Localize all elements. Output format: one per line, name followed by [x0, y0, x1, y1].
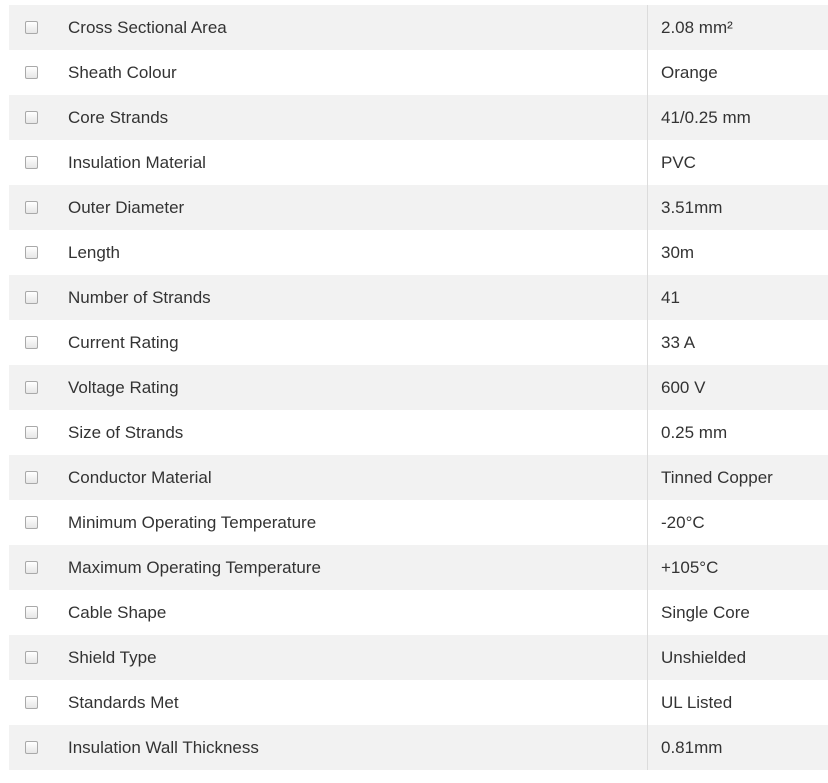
- row-checkbox[interactable]: [25, 696, 38, 709]
- spec-value: 0.25 mm: [647, 410, 828, 455]
- row-checkbox[interactable]: [25, 471, 38, 484]
- checkbox-cell: [9, 635, 53, 680]
- spec-value: -20°C: [647, 500, 828, 545]
- spec-value: PVC: [647, 140, 828, 185]
- spec-label: Maximum Operating Temperature: [68, 558, 321, 577]
- checkbox-cell: [9, 455, 53, 500]
- spec-row-conductor-material: [9, 455, 828, 500]
- row-checkbox[interactable]: [25, 336, 38, 349]
- spec-value: Tinned Copper: [647, 455, 828, 500]
- spec-value: Unshielded: [647, 635, 828, 680]
- checkbox-cell: [9, 590, 53, 635]
- spec-label: Number of Strands: [68, 288, 211, 307]
- spec-label: Outer Diameter: [68, 198, 185, 217]
- spec-row-insulation-wall-thickness: [9, 725, 828, 770]
- checkbox-cell: [9, 500, 53, 545]
- checkbox-cell: [9, 95, 53, 140]
- spec-label: Standards Met: [68, 693, 179, 712]
- spec-row-sheath-colour: [9, 50, 828, 95]
- row-checkbox[interactable]: [25, 606, 38, 619]
- spec-row-minimum-operating-temperature: [9, 500, 828, 545]
- row-checkbox[interactable]: [25, 246, 38, 259]
- spec-label: Core Strands: [68, 108, 169, 127]
- spec-row-standards-met: [9, 680, 828, 725]
- spec-value: 3.51mm: [647, 185, 828, 230]
- checkbox-cell: [9, 5, 53, 50]
- spec-row-voltage-rating: [9, 365, 828, 410]
- checkbox-cell: [9, 50, 53, 95]
- checkbox-cell: [9, 140, 53, 185]
- spec-row-number-of-strands: [9, 275, 828, 320]
- spec-value: Orange: [647, 50, 828, 95]
- spec-row-shield-type: [9, 635, 828, 680]
- row-checkbox[interactable]: [25, 111, 38, 124]
- spec-label: Insulation Wall Thickness: [68, 738, 259, 757]
- row-checkbox[interactable]: [25, 426, 38, 439]
- spec-row-cross-sectional-area: [9, 5, 828, 50]
- checkbox-cell: [9, 275, 53, 320]
- spec-label: Size of Strands: [68, 423, 184, 442]
- spec-label: Insulation Material: [68, 153, 206, 172]
- spec-label: Minimum Operating Temperature: [68, 513, 317, 532]
- checkbox-cell: [9, 410, 53, 455]
- checkbox-cell: [9, 320, 53, 365]
- checkbox-cell: [9, 365, 53, 410]
- spec-row-insulation-material: [9, 140, 828, 185]
- spec-value: Single Core: [647, 590, 828, 635]
- spec-value: 33 A: [647, 320, 828, 365]
- checkbox-cell: [9, 680, 53, 725]
- checkbox-cell: [9, 230, 53, 275]
- spec-label: Voltage Rating: [68, 378, 179, 397]
- spec-row-length: [9, 230, 828, 275]
- spec-value: 0.81mm: [647, 725, 828, 770]
- spec-row-maximum-operating-temperature: [9, 545, 828, 590]
- spec-value: 2.08 mm²: [647, 5, 828, 50]
- spec-value: 30m: [647, 230, 828, 275]
- spec-label: Cross Sectional Area: [68, 18, 227, 37]
- row-checkbox[interactable]: [25, 21, 38, 34]
- row-checkbox[interactable]: [25, 291, 38, 304]
- row-checkbox[interactable]: [25, 516, 38, 529]
- spec-row-size-of-strands: [9, 410, 828, 455]
- row-checkbox[interactable]: [25, 741, 38, 754]
- spec-value: 41/0.25 mm: [647, 95, 828, 140]
- row-checkbox[interactable]: [25, 651, 38, 664]
- spec-value: 600 V: [647, 365, 828, 410]
- spec-row-outer-diameter: [9, 185, 828, 230]
- spec-row-cable-shape: [9, 590, 828, 635]
- row-checkbox[interactable]: [25, 381, 38, 394]
- spec-label: Current Rating: [68, 333, 179, 352]
- row-checkbox[interactable]: [25, 201, 38, 214]
- checkbox-cell: [9, 545, 53, 590]
- checkbox-cell: [9, 185, 53, 230]
- spec-value: 41: [647, 275, 828, 320]
- row-checkbox[interactable]: [25, 66, 38, 79]
- spec-row-core-strands: [9, 95, 828, 140]
- spec-label: Cable Shape: [68, 603, 167, 622]
- spec-label: Conductor Material: [68, 468, 212, 487]
- spec-label: Sheath Colour: [68, 63, 177, 82]
- spec-label: Shield Type: [68, 648, 157, 667]
- row-checkbox[interactable]: [25, 156, 38, 169]
- spec-label: Length: [68, 243, 120, 262]
- spec-value: +105°C: [647, 545, 828, 590]
- spec-value: UL Listed: [647, 680, 828, 725]
- specifications-table: [9, 5, 828, 770]
- spec-row-current-rating: [9, 320, 828, 365]
- checkbox-cell: [9, 725, 53, 770]
- row-checkbox[interactable]: [25, 561, 38, 574]
